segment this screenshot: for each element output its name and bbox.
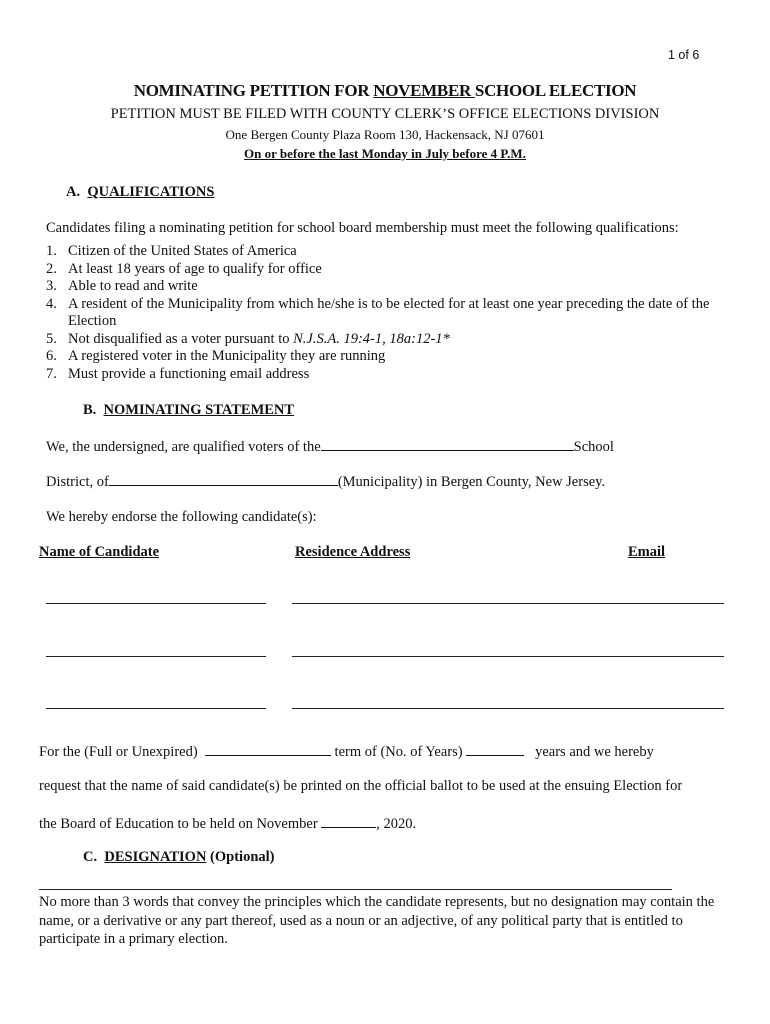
list-item: [46, 278, 736, 296]
school-district-field[interactable]: [321, 437, 574, 451]
list-item: [46, 243, 736, 261]
title-part-2: SCHOOL ELECTION: [474, 81, 637, 100]
item-text: At least 18 years of age to qualify for office: [68, 260, 322, 277]
section-a-title: QUALIFICATIONS: [87, 184, 215, 200]
item-number: 3.: [46, 278, 57, 294]
request-line: request that the name of said candidate(s) be printed on the official ballot to be used at the ensuing Election for: [39, 778, 683, 794]
endorse-statement: We hereby endorse the following candidate(s):: [46, 509, 317, 525]
item-text-separator: ,: [382, 330, 390, 347]
election-date-line: [39, 814, 416, 833]
title-part-1: NOMINATING PETITION FOR: [133, 81, 374, 100]
district-of-label: District, of: [46, 474, 109, 490]
item-number: 7.: [46, 365, 57, 382]
section-b-letter: B.: [83, 402, 97, 418]
item-text: Not disqualified as a voter pursuant to: [68, 330, 294, 347]
section-c-letter: C.: [83, 849, 98, 865]
filing-deadline: On or before the last Monday in July before 4 P.M.: [244, 146, 526, 161]
section-b-heading: [83, 402, 294, 419]
section-a-letter: A.: [66, 184, 81, 200]
column-header-email: Email: [628, 544, 666, 560]
municipality-label: (Municipality) in Bergen County, New Jersey.: [337, 474, 606, 490]
november-day-field[interactable]: [321, 814, 376, 828]
election-date-label: the Board of Education to be held on November: [39, 816, 318, 832]
candidate-name-field-1[interactable]: [46, 603, 266, 604]
page-number: 1 of 6: [668, 48, 700, 62]
school-district-label: We, the undersigned, are qualified voters of the: [46, 439, 321, 455]
term-line-end: years and we hereby: [535, 744, 654, 760]
term-type-label: For the (Full or Unexpired): [39, 744, 198, 760]
item-text: Must provide a functioning email address: [68, 365, 310, 382]
column-header-residence: Residence Address: [295, 544, 411, 560]
section-c-heading: [83, 849, 275, 866]
section-c-title: DESIGNATION: [104, 849, 207, 865]
candidate-name-field-2[interactable]: [46, 656, 266, 657]
school-label: School: [573, 439, 614, 455]
candidate-address-email-field-3[interactable]: [292, 708, 724, 709]
designation-field[interactable]: [39, 889, 672, 890]
title-underlined: NOVEMBER: [373, 81, 475, 100]
item-number: 1.: [46, 243, 57, 259]
filing-instruction: PETITION MUST BE FILED WITH COUNTY CLERK’S OFFICE ELECTIONS DIVISION: [110, 106, 660, 122]
list-item: [46, 261, 736, 279]
section-b-title: NOMINATING STATEMENT: [103, 402, 295, 418]
column-header-name: Name of Candidate: [39, 544, 160, 560]
years-label: term of (No. of Years): [334, 744, 463, 760]
qualifications-intro: Candidates filing a nominating petition for school board membership must meet the following qualifications:: [46, 220, 679, 236]
statute-citation: N.J.S.A. 19:4-1: [293, 330, 383, 347]
section-a-heading: [66, 184, 214, 201]
designation-note: No more than 3 words that convey the principles which the candidate represents, but no designation may contain the name, or a derivative or any part thereof, used as a noun or an adjective, of any political party that is entitled to participate in a primary election.: [39, 894, 715, 947]
municipality-line: [46, 472, 605, 491]
list-item: [46, 366, 736, 384]
election-year: , 2020.: [376, 816, 417, 832]
item-text: Able to read and write: [68, 278, 198, 294]
municipality-field[interactable]: [109, 472, 338, 486]
list-item: [46, 331, 736, 349]
term-line: [39, 742, 654, 761]
candidate-address-email-field-2[interactable]: [292, 656, 724, 657]
page-title: [0, 81, 770, 101]
office-address: One Bergen County Plaza Room 130, Hackensack, NJ 07601: [225, 127, 545, 142]
section-c-optional: (Optional): [210, 849, 275, 865]
term-type-field[interactable]: [205, 742, 331, 756]
candidate-name-field-3[interactable]: [46, 708, 266, 709]
years-field[interactable]: [466, 742, 524, 756]
item-number: 4.: [46, 295, 57, 312]
item-number: 6.: [46, 348, 57, 364]
item-text: A resident of the Municipality from which he/she is to be elected for at least one year preceding the date of the Election: [68, 295, 710, 329]
school-district-line: [46, 437, 614, 456]
item-text: A registered voter in the Municipality they are running: [68, 348, 386, 364]
statute-citation-2: 18a:12-1*: [389, 330, 450, 347]
qualifications-list: [46, 243, 736, 383]
candidate-address-email-field-1[interactable]: [292, 603, 724, 604]
item-number: 5.: [46, 330, 57, 347]
list-item: [46, 348, 736, 366]
item-text: Citizen of the United States of America: [68, 243, 297, 259]
item-number: 2.: [46, 260, 57, 277]
list-item: [46, 296, 736, 331]
